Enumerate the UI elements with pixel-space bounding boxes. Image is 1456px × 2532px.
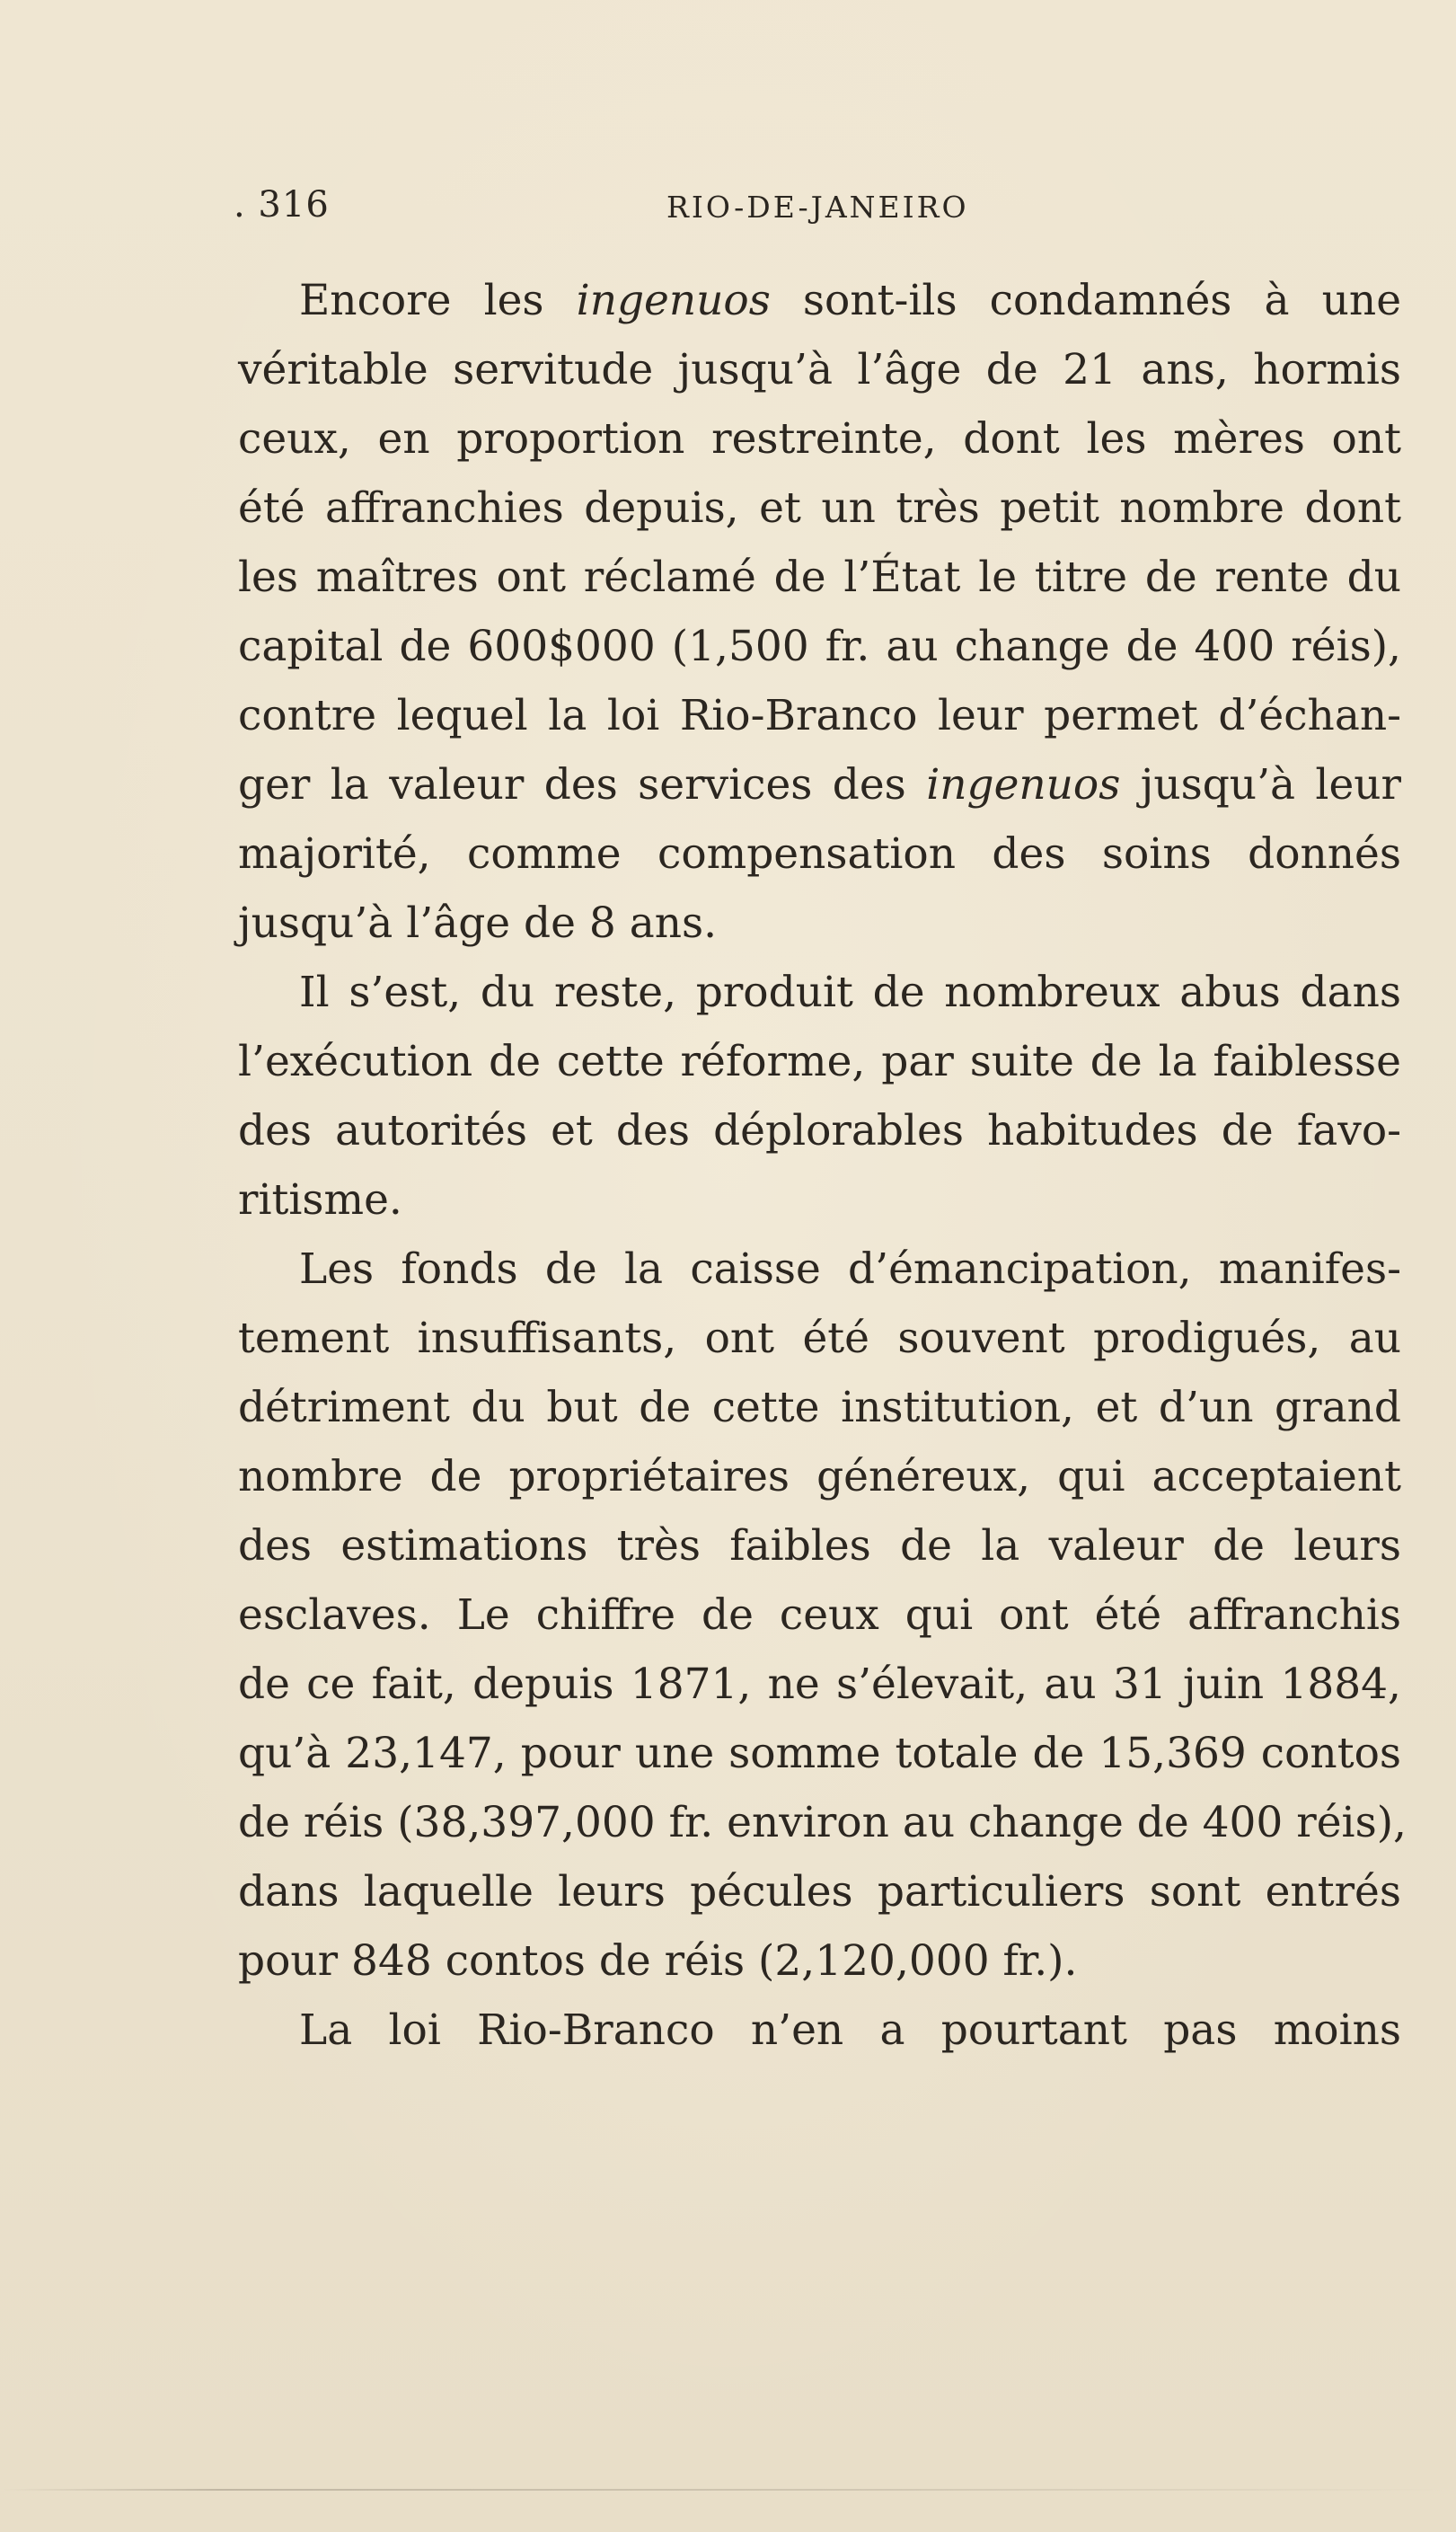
- text-segment: Encore les: [299, 276, 577, 325]
- text-segment: de réis (38,397,000 fr. environ au change de 400 réis),: [238, 1798, 1407, 1847]
- text-line: [238, 1926, 1401, 1996]
- text-segment: dans laquelle leurs pécules particuliers sont entrés: [238, 1867, 1401, 1917]
- text-line: [238, 1580, 1401, 1650]
- text-segment: capital de 600$000 (1,500 fr. au change de 400 réis),: [238, 622, 1401, 671]
- running-title: RIO-DE-JANEIRO: [666, 190, 969, 225]
- text-line: [238, 335, 1401, 404]
- text-segment: les maîtres ont réclamé de l’État le titre de rente du: [238, 553, 1401, 602]
- text-segment: de ce fait, depuis 1871, ne s’élevait, au 31 juin 1884,: [238, 1660, 1401, 1709]
- text-line: [238, 404, 1401, 474]
- text-segment: Les fonds de la caisse d’émancipation, manifes-: [299, 1244, 1401, 1294]
- text-segment: Il s’est, du reste, produit de nombreux abus dans: [299, 968, 1401, 1017]
- text-line: [238, 266, 1401, 335]
- page-edge-shadow: [0, 2489, 1456, 2491]
- text-line: [238, 1235, 1401, 1304]
- text-segment: des estimations très faibles de la valeur de leurs: [238, 1521, 1401, 1571]
- text-segment: pour 848 contos de réis (2,120,000 fr.).: [238, 1936, 1078, 1986]
- text-segment: majorité, comme compensation des soins donnés: [238, 829, 1401, 879]
- text-line: [238, 819, 1401, 889]
- text-segment: ceux, en proportion restreinte, dont les mères ont: [238, 414, 1401, 464]
- text-line: [238, 1996, 1401, 2065]
- text-line: [238, 1857, 1401, 1926]
- text-segment: l’exécution de cette réforme, par suite de la faiblesse: [238, 1037, 1401, 1086]
- text-segment: qu’à 23,147, pour une somme totale de 15,369 contos: [238, 1729, 1401, 1778]
- text-line: [238, 681, 1401, 750]
- body-text: [238, 266, 1407, 2065]
- text-segment: ritisme.: [238, 1175, 402, 1225]
- text-segment: ger la valeur des services des: [238, 760, 927, 810]
- text-line: [238, 1373, 1401, 1442]
- text-line: [238, 543, 1401, 612]
- text-segment: véritable servitude jusqu’à l’âge de 21 ans, hormis: [238, 345, 1401, 394]
- italic-term: ingenuos: [926, 760, 1121, 810]
- text-segment: tement insuffisants, ont été souvent prodigués, au: [238, 1314, 1401, 1363]
- italic-term: ingenuos: [576, 276, 771, 325]
- text-segment: des autorités et des déplorables habitudes de favo-: [238, 1106, 1401, 1155]
- text-line: [238, 1442, 1401, 1511]
- text-line: [238, 1719, 1401, 1788]
- text-line: [238, 1511, 1401, 1580]
- text-line: [238, 1650, 1401, 1719]
- text-line: [238, 958, 1401, 1027]
- text-line: [238, 750, 1401, 819]
- text-line: [238, 1096, 1401, 1165]
- page-header: [234, 184, 1401, 238]
- text-line: [238, 1165, 1401, 1235]
- text-segment: nombre de propriétaires généreux, qui acceptaient: [238, 1452, 1401, 1501]
- text-line: [238, 612, 1401, 681]
- text-line: [238, 1304, 1401, 1373]
- text-segment: sont-ils condamnés à une: [770, 276, 1402, 325]
- text-line: [238, 1788, 1407, 1857]
- text-segment: esclaves. Le chiffre de ceux qui ont été affranchis: [238, 1590, 1401, 1640]
- text-segment: été affranchies depuis, et un très petit nombre dont: [238, 483, 1401, 533]
- text-segment: détriment du but de cette institution, et d’un grand: [238, 1383, 1401, 1432]
- text-line: [238, 889, 1401, 958]
- text-segment: jusqu’à leur: [1120, 760, 1401, 810]
- page-number: . 316: [234, 184, 330, 226]
- text-line: [238, 474, 1401, 543]
- text-segment: contre lequel la loi Rio-Branco leur permet d’échan-: [238, 691, 1401, 740]
- text-line: [238, 1027, 1401, 1096]
- text-segment: La loi Rio-Branco n’en a pourtant pas moins: [299, 2005, 1401, 2055]
- text-segment: jusqu’à l’âge de 8 ans.: [238, 899, 718, 948]
